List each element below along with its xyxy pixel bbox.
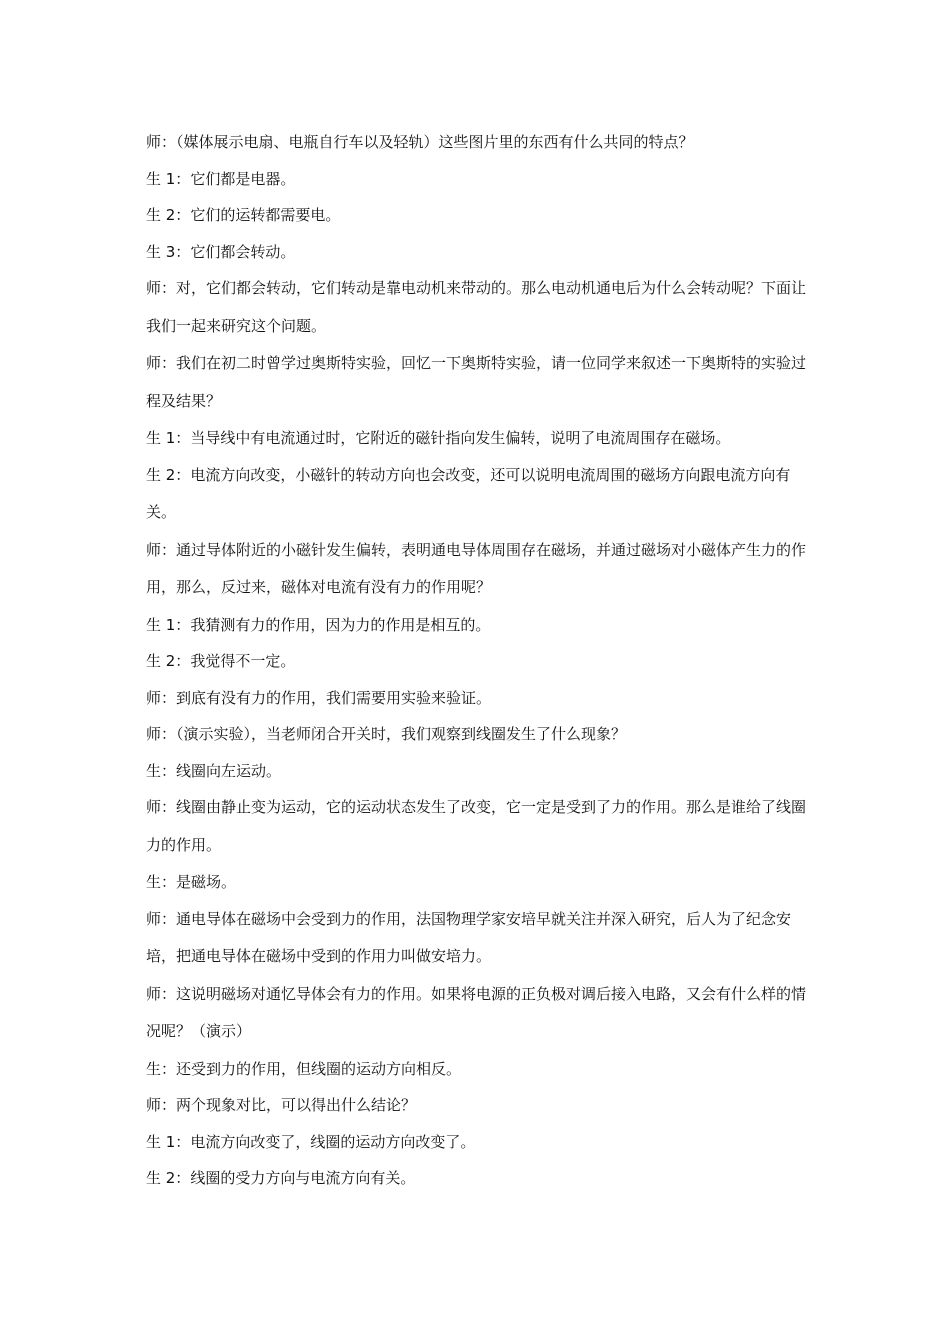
dialogue-text: 电流方向改变了，线圈的运动方向改变了。	[190, 1132, 476, 1151]
speaker-label: 师：	[146, 909, 177, 928]
dialogue-line	[146, 976, 811, 1051]
speaker-label: 师：	[146, 798, 177, 816]
speaker-label: 生 2：	[146, 465, 191, 484]
dialogue-line	[146, 643, 811, 680]
dialogue-line	[146, 1124, 811, 1161]
speaker-label: 师：	[146, 540, 177, 559]
dialogue-line	[146, 753, 811, 790]
dialogue-line	[146, 124, 811, 161]
dialogue-text: 它们都会转动。	[190, 242, 296, 261]
speaker-label: 生 1：	[146, 1132, 191, 1151]
dialogue-text: 通电导体在磁场中会受到力的作用，法国物理学家安培早就关注并深入研究，后人为了纪念安培，把通电导体在磁场中受到的作用力叫做安培力。	[146, 909, 792, 965]
speaker-label: 生 1：	[146, 615, 191, 634]
dialogue-line	[146, 789, 811, 864]
dialogue-line	[146, 161, 811, 198]
dialogue-line	[146, 234, 811, 271]
speaker-label: 生：	[146, 1059, 177, 1078]
dialogue-line	[146, 345, 811, 420]
dialogue-line	[146, 1160, 811, 1197]
speaker-label: 生：	[146, 873, 177, 891]
dialogue-text: 线圈由静止变为运动，它的运动状态发生了改变，它一定是受到了力的作用。那么是谁给了线圈力的作用。	[146, 798, 807, 854]
dialogue-text: 我猜测有力的作用，因为力的作用是相互的。	[190, 615, 491, 634]
speaker-label: 师：	[146, 725, 177, 743]
speaker-label: 师：	[146, 354, 177, 372]
dialogue-line	[146, 270, 811, 345]
dialogue-text: 是磁场。	[176, 873, 237, 891]
dialogue-line	[146, 607, 811, 644]
document-body	[146, 124, 811, 1197]
speaker-label: 生 1：	[146, 169, 191, 188]
dialogue-text: （媒体展示电扇、电瓶自行车以及轻轨）这些图片里的东西有什么共同的特点？	[176, 133, 694, 151]
dialogue-line	[146, 420, 811, 457]
speaker-label: 师：	[146, 1096, 177, 1114]
dialogue-line	[146, 197, 811, 234]
dialogue-line	[146, 864, 811, 901]
dialogue-text: 通过导体附近的小磁针发生偏转，表明通电导体周围存在磁场，并通过磁场对小磁体产生力的作用，那么，反过来，磁体对电流有没有力的作用呢？	[146, 540, 807, 596]
dialogue-text: 它们都是电器。	[190, 169, 296, 188]
dialogue-line	[146, 716, 811, 753]
dialogue-line	[146, 1087, 811, 1124]
dialogue-line	[146, 901, 811, 976]
dialogue-text: 这说明磁场对通忆导体会有力的作用。如果将电源的正负极对调后接入电路，又会有什么样的情况呢？（演示）	[146, 984, 807, 1040]
dialogue-text: 线圈的受力方向与电流方向有关。	[190, 1169, 416, 1187]
dialogue-text: 它们的运转都需要电。	[190, 206, 341, 224]
speaker-label: 师：	[146, 984, 177, 1003]
speaker-label: 生 2：	[146, 206, 191, 224]
dialogue-text: 两个现象对比，可以得出什么结论？	[176, 1096, 417, 1114]
dialogue-text: 线圈向左运动。	[176, 761, 282, 780]
speaker-label: 生：	[146, 761, 177, 780]
speaker-label: 师：	[146, 688, 177, 707]
dialogue-text: 对，它们都会转动，它们转动是靠电动机来带动的。那么电动机通电后为什么会转动呢？下面让我们一起来研究这个问题。	[146, 279, 807, 335]
dialogue-text: 到底有没有力的作用，我们需要用实验来验证。	[176, 688, 492, 707]
dialogue-text: 我觉得不一定。	[190, 652, 296, 670]
dialogue-line	[146, 1051, 811, 1088]
speaker-label: 师：	[146, 279, 177, 297]
dialogue-text: 我们在初二时曾学过奥斯特实验，回忆一下奥斯特实验，请一位同学来叙述一下奥斯特的实验过程及结果？	[146, 354, 807, 410]
speaker-label: 生 2：	[146, 652, 191, 670]
dialogue-line	[146, 680, 811, 717]
speaker-label: 生 1：	[146, 429, 191, 447]
dialogue-text: 当导线中有电流通过时，它附近的磁针指向发生偏转，说明了电流周围存在磁场。	[190, 429, 731, 447]
dialogue-text: 还受到力的作用，但线圈的运动方向相反。	[176, 1059, 462, 1078]
dialogue-text: 电流方向改变，小磁针的转动方向也会改变，还可以说明电流周围的磁场方向跟电流方向有关。	[146, 465, 791, 521]
dialogue-line	[146, 532, 811, 607]
dialogue-line	[146, 457, 811, 532]
dialogue-text: （演示实验），当老师闭合开关时，我们观察到线圈发生了什么现象？	[176, 725, 627, 743]
speaker-label: 生 3：	[146, 242, 191, 261]
speaker-label: 生 2：	[146, 1169, 191, 1187]
speaker-label: 师：	[146, 133, 177, 151]
